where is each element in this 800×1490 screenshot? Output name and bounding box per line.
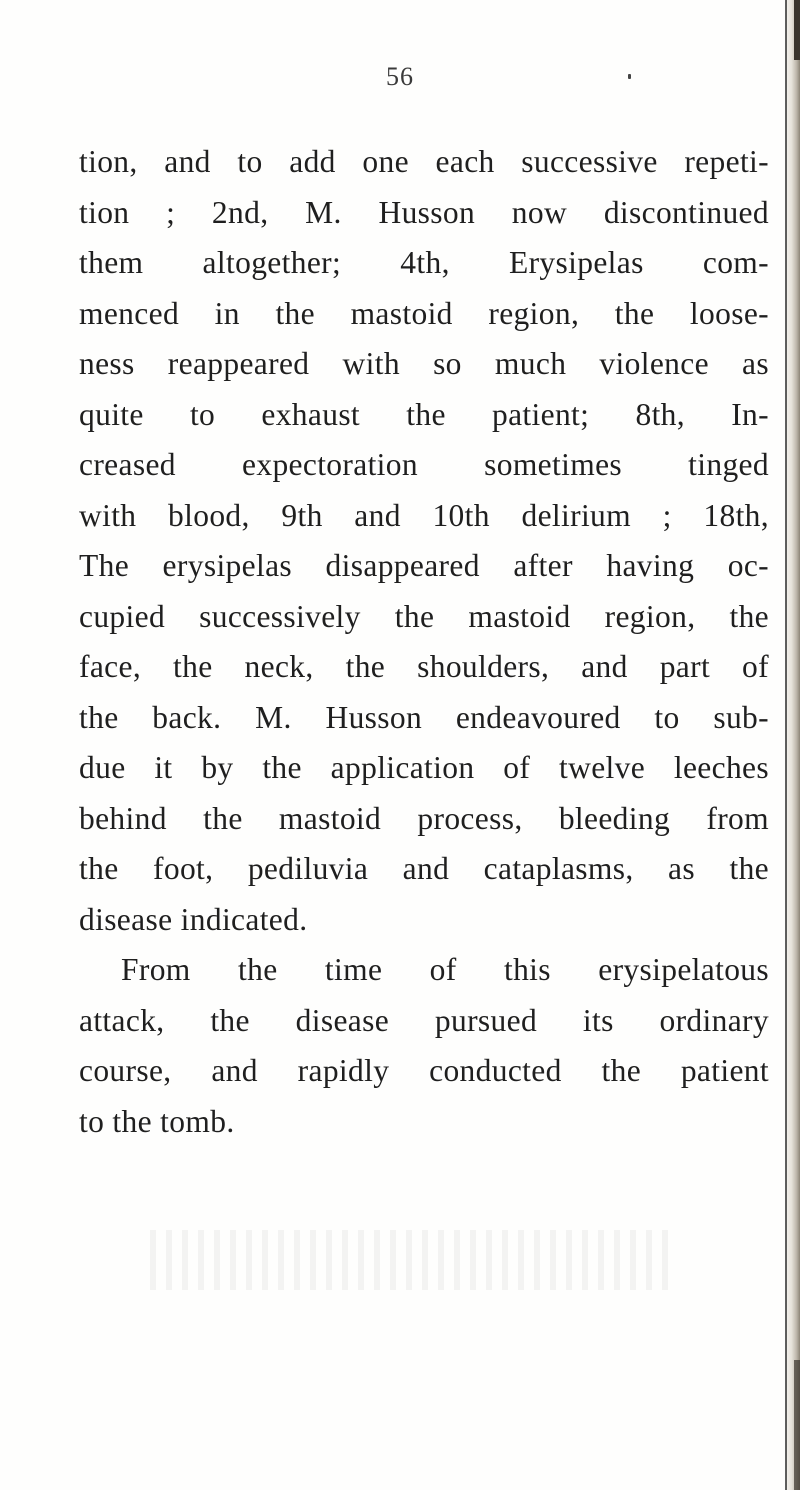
text-line-15: the foot, pediluvia and cataplasms, as the [79, 851, 769, 886]
page-edge-shadow [786, 0, 800, 1490]
text-line-10: cupied successively the mastoid region, the [79, 598, 769, 634]
text-line-3: them altogether; 4th, Erysipelas com- [79, 245, 769, 280]
text-line-14: behind the mastoid process, bleeding from [79, 800, 769, 836]
text-line-9: The erysipelas disappeared after having oc- [79, 548, 769, 583]
text-line-16: disease indicated. [79, 901, 308, 937]
text-line-4: menced in the mastoid region, the loose- [79, 295, 769, 331]
text-line-8: with blood, 9th and 10th delirium ; 18th, [79, 497, 769, 533]
text-line-5: ness reappeared with so much violence as [79, 346, 769, 381]
text-line-18: attack, the disease pursued its ordinary [79, 1002, 769, 1038]
text-line-20: to the tomb. [79, 1103, 235, 1139]
ink-speck [628, 74, 631, 79]
text-line-11: face, the neck, the shoulders, and part of [79, 649, 769, 684]
page-edge-line [785, 0, 787, 1490]
text-line-13: due it by the application of twelve leeches [79, 750, 769, 785]
edge-mark-bottom [794, 1360, 800, 1490]
text-line-6: quite to exhaust the patient; 8th, In- [79, 396, 769, 432]
text-line-19: course, and rapidly conducted the patient [79, 1053, 769, 1088]
text-line-12: the back. M. Husson endeavoured to sub- [79, 699, 769, 735]
page-number: 56 [386, 62, 414, 91]
text-line-7: creased expectoration sometimes tinged [79, 447, 769, 482]
edge-mark-top [794, 0, 800, 60]
show-through-text [150, 1230, 670, 1290]
body-text [79, 137, 769, 1147]
text-line-1: tion, and to add one each successive repeti- [79, 144, 769, 179]
text-line-17: From the time of this erysipelatous [121, 952, 769, 987]
text-line-2: tion ; 2nd, M. Husson now discontinued [79, 194, 769, 230]
